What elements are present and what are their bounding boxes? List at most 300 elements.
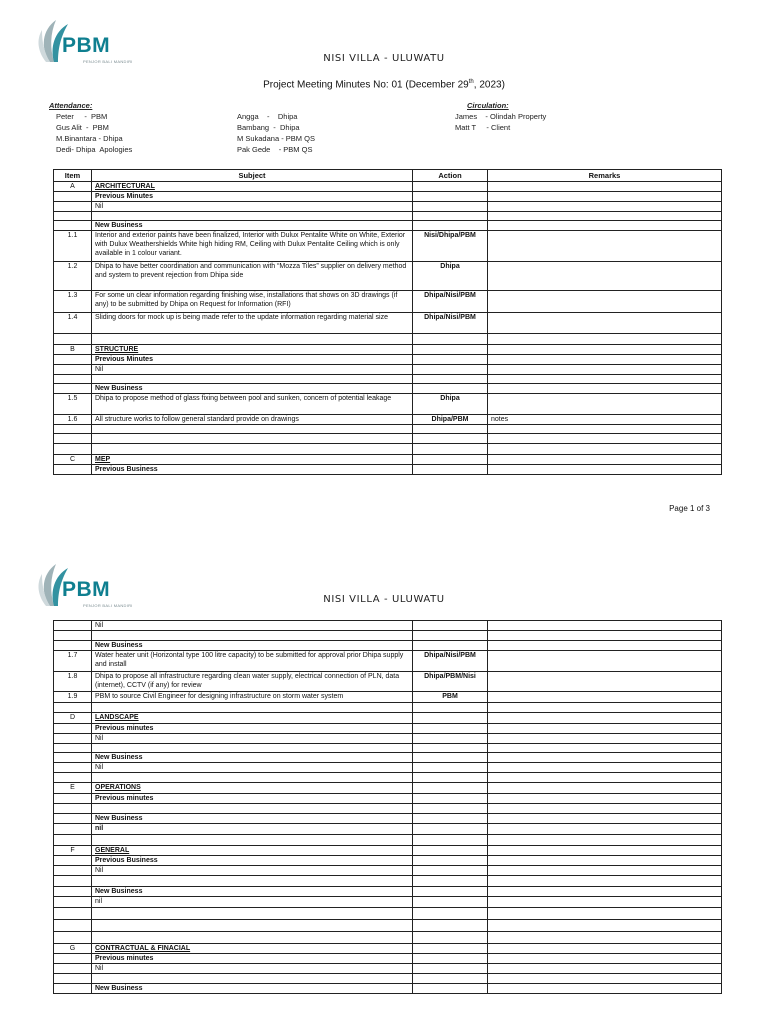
- item-cell: [54, 465, 92, 475]
- remarks-cell: [488, 313, 722, 334]
- attendee: Dedi- Dhipa Apologies: [56, 145, 133, 154]
- table-row: [54, 814, 722, 824]
- remarks-cell: [488, 984, 722, 994]
- table-row: [54, 313, 722, 334]
- subject-cell: [92, 908, 413, 920]
- item-cell: [54, 192, 92, 202]
- action-cell: [413, 182, 488, 192]
- item-cell: [54, 984, 92, 994]
- action-cell: [413, 964, 488, 974]
- action-cell: [413, 384, 488, 394]
- remarks-cell: [488, 434, 722, 444]
- table-row: [54, 355, 722, 365]
- attendee: Angga - Dhipa: [237, 112, 298, 121]
- item-cell: 1.9: [54, 692, 92, 703]
- subject-cell: PBM to source Civil Engineer for designing infrastructure on storm water system: [92, 692, 413, 703]
- page-2: [0, 548, 768, 1024]
- subject-cell: [92, 703, 413, 713]
- item-cell: [54, 641, 92, 651]
- remarks-cell: [488, 334, 722, 345]
- minutes-table: [53, 169, 722, 475]
- remarks-cell: [488, 814, 722, 824]
- remarks-cell: [488, 262, 722, 291]
- table-row: [54, 824, 722, 835]
- remarks-cell: [488, 384, 722, 394]
- action-cell: [413, 920, 488, 932]
- item-cell: [54, 375, 92, 384]
- remarks-cell: [488, 964, 722, 974]
- table-row: [54, 384, 722, 394]
- item-cell: [54, 221, 92, 231]
- item-cell: C: [54, 455, 92, 465]
- table-row: [54, 783, 722, 794]
- table-row: [54, 455, 722, 465]
- remarks-cell: [488, 856, 722, 866]
- action-cell: [413, 887, 488, 897]
- remarks-cell: [488, 465, 722, 475]
- subject-cell: Previous minutes: [92, 794, 413, 804]
- item-cell: E: [54, 783, 92, 794]
- attendance-block: [49, 100, 132, 155]
- action-cell: PBM: [413, 692, 488, 703]
- subject-cell: New Business: [92, 641, 413, 651]
- remarks-cell: [488, 221, 722, 231]
- attendee: M.Binantara - Dhipa: [56, 134, 123, 143]
- table-row: [54, 262, 722, 291]
- action-cell: [413, 954, 488, 964]
- action-cell: Dhipa/Nisi/PBM: [413, 291, 488, 313]
- subject-cell: OPERATIONS: [92, 783, 413, 794]
- subject-cell: Dhipa to have better coordination and communication with “Mozza Tiles” supplier on delivery method and system to prevent rejection from Dhipa side: [92, 262, 413, 291]
- remarks-cell: [488, 824, 722, 835]
- subject-cell: LANDSCAPE: [92, 713, 413, 724]
- subject-cell: Nil: [92, 365, 413, 375]
- table-row: [54, 944, 722, 954]
- item-cell: [54, 835, 92, 846]
- table-row: [54, 375, 722, 384]
- action-cell: [413, 703, 488, 713]
- logo-wordmark: PBM: [62, 578, 111, 601]
- subject-cell: Dhipa to propose all infrastructure regarding clean water supply, electrical connection of PLN, data (internet), CCTV (if any) for review: [92, 672, 413, 692]
- table-row: [54, 908, 722, 920]
- subject-cell: Nil: [92, 202, 413, 212]
- header-subject: Subject: [92, 170, 413, 182]
- remarks-cell: [488, 455, 722, 465]
- table-header-row: [54, 170, 722, 182]
- remarks-cell: [488, 713, 722, 724]
- attendee: Pak Gede - PBM QS: [237, 145, 313, 154]
- remarks-cell: [488, 866, 722, 876]
- meeting-title: [0, 79, 768, 90]
- remarks-cell: [488, 887, 722, 897]
- action-cell: Dhipa/PBM/Nisi: [413, 672, 488, 692]
- table-row: [54, 866, 722, 876]
- item-cell: [54, 804, 92, 814]
- table-row: [54, 631, 722, 641]
- action-cell: [413, 212, 488, 221]
- item-cell: 1.2: [54, 262, 92, 291]
- remarks-cell: [488, 876, 722, 887]
- table-row: [54, 425, 722, 434]
- action-cell: [413, 974, 488, 984]
- action-cell: [413, 835, 488, 846]
- item-cell: D: [54, 713, 92, 724]
- item-cell: A: [54, 182, 92, 192]
- action-cell: [413, 724, 488, 734]
- remarks-cell: [488, 192, 722, 202]
- item-cell: [54, 384, 92, 394]
- attendance-col2: [237, 111, 315, 155]
- item-cell: [54, 212, 92, 221]
- item-cell: [54, 334, 92, 345]
- action-cell: [413, 444, 488, 455]
- table-row: [54, 651, 722, 672]
- action-cell: [413, 932, 488, 944]
- subject-cell: MEP: [92, 455, 413, 465]
- subject-cell: Nil: [92, 866, 413, 876]
- item-cell: [54, 824, 92, 835]
- header-item: Item: [54, 170, 92, 182]
- subject-cell: Previous minutes: [92, 954, 413, 964]
- item-cell: [54, 908, 92, 920]
- subject-cell: [92, 932, 413, 944]
- subject-cell: New Business: [92, 814, 413, 824]
- action-cell: [413, 908, 488, 920]
- remarks-cell: [488, 425, 722, 434]
- subject-cell: nil: [92, 824, 413, 835]
- action-cell: [413, 897, 488, 908]
- table-row: [54, 734, 722, 744]
- remarks-cell: [488, 444, 722, 455]
- action-cell: [413, 804, 488, 814]
- table-row: [54, 334, 722, 345]
- circulation-recipient: James - Olindah Property: [455, 112, 547, 121]
- item-cell: [54, 876, 92, 887]
- remarks-cell: [488, 631, 722, 641]
- action-cell: Dhipa: [413, 394, 488, 415]
- meeting-title-text: Project Meeting Minutes No: 01 (December 29: [263, 79, 469, 91]
- remarks-cell: [488, 794, 722, 804]
- item-cell: 1.4: [54, 313, 92, 334]
- subject-cell: Sliding doors for mock up is being made refer to the update information regarding material size: [92, 313, 413, 334]
- item-cell: [54, 734, 92, 744]
- item-cell: [54, 954, 92, 964]
- circulation-header: Circulation:: [467, 101, 509, 110]
- subject-cell: [92, 212, 413, 221]
- action-cell: [413, 814, 488, 824]
- table-row: [54, 231, 722, 262]
- subject-cell: New Business: [92, 887, 413, 897]
- table-row: [54, 182, 722, 192]
- action-cell: [413, 345, 488, 355]
- subject-cell: [92, 375, 413, 384]
- header-action: Action: [413, 170, 488, 182]
- action-cell: [413, 866, 488, 876]
- action-cell: [413, 846, 488, 856]
- table-row: [54, 415, 722, 425]
- logo-tagline: PENJOR BALI MANDIRI: [83, 603, 133, 608]
- subject-cell: Previous Minutes: [92, 355, 413, 365]
- attendee: M Sukadana - PBM QS: [237, 134, 315, 143]
- subject-cell: New Business: [92, 384, 413, 394]
- table-row: [54, 856, 722, 866]
- subject-cell: Previous Business: [92, 465, 413, 475]
- action-cell: [413, 631, 488, 641]
- item-cell: 1.8: [54, 672, 92, 692]
- item-cell: 1.5: [54, 394, 92, 415]
- action-cell: [413, 455, 488, 465]
- subject-cell: [92, 974, 413, 984]
- attendee: Bambang - Dhipa: [237, 123, 300, 132]
- table-row: [54, 703, 722, 713]
- action-cell: [413, 192, 488, 202]
- subject-cell: Dhipa to propose method of glass fixing between pool and sunken, concern of potential leakage: [92, 394, 413, 415]
- action-cell: [413, 641, 488, 651]
- item-cell: B: [54, 345, 92, 355]
- table-row: [54, 434, 722, 444]
- item-cell: [54, 866, 92, 876]
- subject-cell: New Business: [92, 753, 413, 763]
- attendance-col1: [49, 111, 132, 155]
- remarks-cell: [488, 231, 722, 262]
- subject-cell: GENERAL: [92, 846, 413, 856]
- remarks-cell: [488, 804, 722, 814]
- remarks-cell: [488, 365, 722, 375]
- subject-cell: [92, 773, 413, 783]
- remarks-cell: [488, 641, 722, 651]
- action-cell: [413, 944, 488, 954]
- action-cell: [413, 202, 488, 212]
- subject-cell: New Business: [92, 221, 413, 231]
- table-row: [54, 920, 722, 932]
- table-row: [54, 365, 722, 375]
- subject-cell: Nil: [92, 621, 413, 631]
- document-title: NISI VILLA - ULUWATU: [323, 53, 445, 64]
- action-cell: [413, 434, 488, 444]
- table-row: [54, 753, 722, 763]
- subject-cell: Interior and exterior paints have been finalized, Interior with Dulux Pentalite White on White, Exterior with Dulux Weathershields White high hiding RM, Ceiling with Dulux Pentalite Ceiling which is only available in 1 colour variant.: [92, 231, 413, 262]
- table-row: [54, 621, 722, 631]
- logo-wordmark: PBM: [62, 34, 111, 57]
- subject-cell: [92, 744, 413, 753]
- action-cell: [413, 824, 488, 835]
- subject-cell: Previous minutes: [92, 724, 413, 734]
- action-cell: [413, 425, 488, 434]
- action-cell: [413, 355, 488, 365]
- subject-cell: [92, 920, 413, 932]
- table-row: [54, 724, 722, 734]
- subject-cell: STRUCTURE: [92, 345, 413, 355]
- remarks-cell: [488, 375, 722, 384]
- attendee: Peter - PBM: [56, 112, 108, 121]
- action-cell: [413, 375, 488, 384]
- remarks-cell: [488, 744, 722, 753]
- table-row: [54, 444, 722, 455]
- remarks-cell: [488, 703, 722, 713]
- remarks-cell: [488, 734, 722, 744]
- table-row: [54, 954, 722, 964]
- item-cell: [54, 753, 92, 763]
- table-row: [54, 984, 722, 994]
- subject-cell: Previous Minutes: [92, 192, 413, 202]
- remarks-cell: [488, 291, 722, 313]
- meeting-title-sup: th: [468, 79, 474, 85]
- item-cell: [54, 631, 92, 641]
- table-row: [54, 212, 722, 221]
- action-cell: [413, 365, 488, 375]
- table-row: [54, 291, 722, 313]
- action-cell: Dhipa: [413, 262, 488, 291]
- item-cell: [54, 773, 92, 783]
- action-cell: [413, 876, 488, 887]
- item-cell: [54, 974, 92, 984]
- action-cell: [413, 773, 488, 783]
- action-cell: [413, 763, 488, 773]
- subject-cell: [92, 804, 413, 814]
- subject-cell: [92, 631, 413, 641]
- item-cell: 1.3: [54, 291, 92, 313]
- item-cell: [54, 425, 92, 434]
- item-cell: [54, 964, 92, 974]
- table-row: [54, 794, 722, 804]
- table-row: [54, 773, 722, 783]
- remarks-cell: [488, 692, 722, 703]
- remarks-cell: [488, 651, 722, 672]
- action-cell: [413, 465, 488, 475]
- item-cell: [54, 621, 92, 631]
- item-cell: [54, 887, 92, 897]
- remarks-cell: [488, 724, 722, 734]
- remarks-cell: [488, 394, 722, 415]
- table-row: [54, 974, 722, 984]
- action-cell: Dhipa/PBM: [413, 415, 488, 425]
- item-cell: [54, 814, 92, 824]
- action-cell: [413, 713, 488, 724]
- subject-cell: Previous Business: [92, 856, 413, 866]
- minutes-table-continued: [53, 620, 722, 994]
- company-logo: [36, 18, 146, 78]
- item-cell: 1.6: [54, 415, 92, 425]
- item-cell: [54, 744, 92, 753]
- table-row: [54, 932, 722, 944]
- action-cell: Nisi/Dhipa/PBM: [413, 231, 488, 262]
- action-cell: Dhipa/Nisi/PBM: [413, 313, 488, 334]
- subject-cell: ARCHITECTURAL: [92, 182, 413, 192]
- meeting-title-date: , 2023): [473, 79, 505, 91]
- action-cell: [413, 221, 488, 231]
- company-logo: [36, 562, 146, 622]
- table-row: [54, 744, 722, 753]
- table-row: [54, 221, 722, 231]
- remarks-cell: [488, 182, 722, 192]
- remarks-cell: [488, 345, 722, 355]
- table-body-page-2: [54, 621, 722, 994]
- remarks-cell: [488, 974, 722, 984]
- attendance-header: Attendance:: [49, 101, 93, 110]
- remarks-cell: [488, 753, 722, 763]
- remarks-cell: [488, 212, 722, 221]
- action-cell: [413, 984, 488, 994]
- table-row: [54, 672, 722, 692]
- table-row: [54, 897, 722, 908]
- action-cell: [413, 783, 488, 794]
- action-cell: [413, 334, 488, 345]
- table-row: [54, 713, 722, 724]
- table-row: [54, 641, 722, 651]
- item-cell: [54, 794, 92, 804]
- subject-cell: New Business: [92, 984, 413, 994]
- table-row: [54, 964, 722, 974]
- item-cell: [54, 355, 92, 365]
- item-cell: [54, 932, 92, 944]
- item-cell: [54, 202, 92, 212]
- action-cell: [413, 744, 488, 753]
- remarks-cell: notes: [488, 415, 722, 425]
- item-cell: F: [54, 846, 92, 856]
- item-cell: [54, 724, 92, 734]
- subject-cell: [92, 434, 413, 444]
- remarks-cell: [488, 783, 722, 794]
- subject-cell: Water heater unit (Horizontal type 100 litre capacity) to be submitted for approval prior Dhipa supply and install: [92, 651, 413, 672]
- circulation-block: [455, 100, 546, 133]
- subject-cell: nil: [92, 897, 413, 908]
- remarks-cell: [488, 835, 722, 846]
- table-row: [54, 202, 722, 212]
- action-cell: [413, 621, 488, 631]
- remarks-cell: [488, 932, 722, 944]
- table-row: [54, 835, 722, 846]
- remarks-cell: [488, 355, 722, 365]
- remarks-cell: [488, 672, 722, 692]
- table-row: [54, 763, 722, 773]
- logo-tagline: PENJOR BALI MANDIRI: [83, 59, 133, 64]
- action-cell: [413, 753, 488, 763]
- subject-cell: [92, 835, 413, 846]
- action-cell: [413, 734, 488, 744]
- item-cell: [54, 856, 92, 866]
- subject-cell: Nil: [92, 964, 413, 974]
- circulation-recipient: Matt T - Client: [455, 123, 511, 132]
- item-cell: [54, 897, 92, 908]
- item-cell: [54, 444, 92, 455]
- table-row: [54, 465, 722, 475]
- remarks-cell: [488, 944, 722, 954]
- item-cell: [54, 434, 92, 444]
- header-remarks: Remarks: [488, 170, 722, 182]
- table-row: [54, 876, 722, 887]
- remarks-cell: [488, 763, 722, 773]
- remarks-cell: [488, 202, 722, 212]
- remarks-cell: [488, 621, 722, 631]
- subject-cell: All structure works to follow general standard provide on drawings: [92, 415, 413, 425]
- action-cell: [413, 794, 488, 804]
- action-cell: [413, 856, 488, 866]
- table-row: [54, 192, 722, 202]
- remarks-cell: [488, 920, 722, 932]
- item-cell: [54, 703, 92, 713]
- attendee: Gus Alit - PBM: [56, 123, 109, 132]
- subject-cell: Nil: [92, 734, 413, 744]
- page-number: Page 1 of 3: [669, 504, 710, 513]
- document-title: NISI VILLA - ULUWATU: [323, 594, 445, 605]
- table-row: [54, 804, 722, 814]
- remarks-cell: [488, 773, 722, 783]
- item-cell: 1.1: [54, 231, 92, 262]
- action-cell: Dhipa/Nisi/PBM: [413, 651, 488, 672]
- table-row: [54, 394, 722, 415]
- subject-cell: [92, 444, 413, 455]
- item-cell: 1.7: [54, 651, 92, 672]
